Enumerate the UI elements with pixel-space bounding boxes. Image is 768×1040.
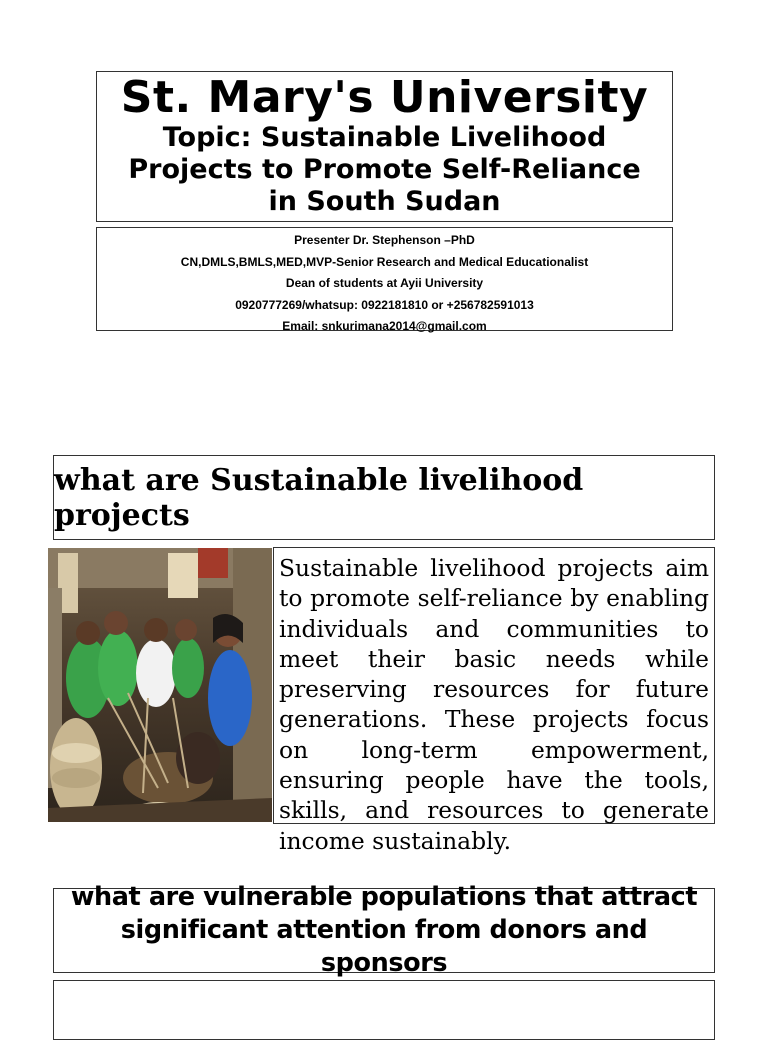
next-content-box <box>53 980 715 1040</box>
section-heading <box>54 881 714 980</box>
topic-title <box>97 122 672 218</box>
presenter-name: Presenter Dr. Stephenson –PhD <box>294 233 475 247</box>
topic-line: in South Sudan <box>268 186 501 217</box>
topic-line: Topic: Sustainable Livelihood <box>162 122 607 153</box>
community-weaving-photo <box>48 548 272 822</box>
heading-line: what are vulnerable populations that attract <box>70 882 698 912</box>
university-title: St. Mary's University <box>120 72 649 123</box>
title-slide <box>96 71 673 222</box>
topic-line: Projects to Promote Self-Reliance <box>128 154 641 185</box>
heading-line: significant attention from donors and sponsors <box>120 915 648 978</box>
section-heading: what are Sustainable livelihood projects <box>54 462 584 533</box>
presenter-info <box>96 227 673 331</box>
presenter-email: Email: snkurimana2014@gmail.com <box>282 319 487 333</box>
description-box <box>273 547 715 855</box>
section-description: Sustainable livelihood projects aim to promote self-reliance by enabling individuals and communities to meet their basic needs while preserving resources for future generations. These projects focus on long-term empowerment, ensuring people have the tools, skills, and resources to generate income sustainably. <box>279 554 709 855</box>
section-heading-box <box>53 882 715 978</box>
section-heading-box <box>53 455 715 540</box>
presenter-credentials: CN,DMLS,BMLS,MED,MVP-Senior Research and Medical Educationalist <box>180 254 589 269</box>
presenter-role: Dean of students at Ayii University <box>285 276 484 290</box>
presenter-phone: 0920777269/whatsup: 0922181810 or +256782591013 <box>235 297 534 312</box>
